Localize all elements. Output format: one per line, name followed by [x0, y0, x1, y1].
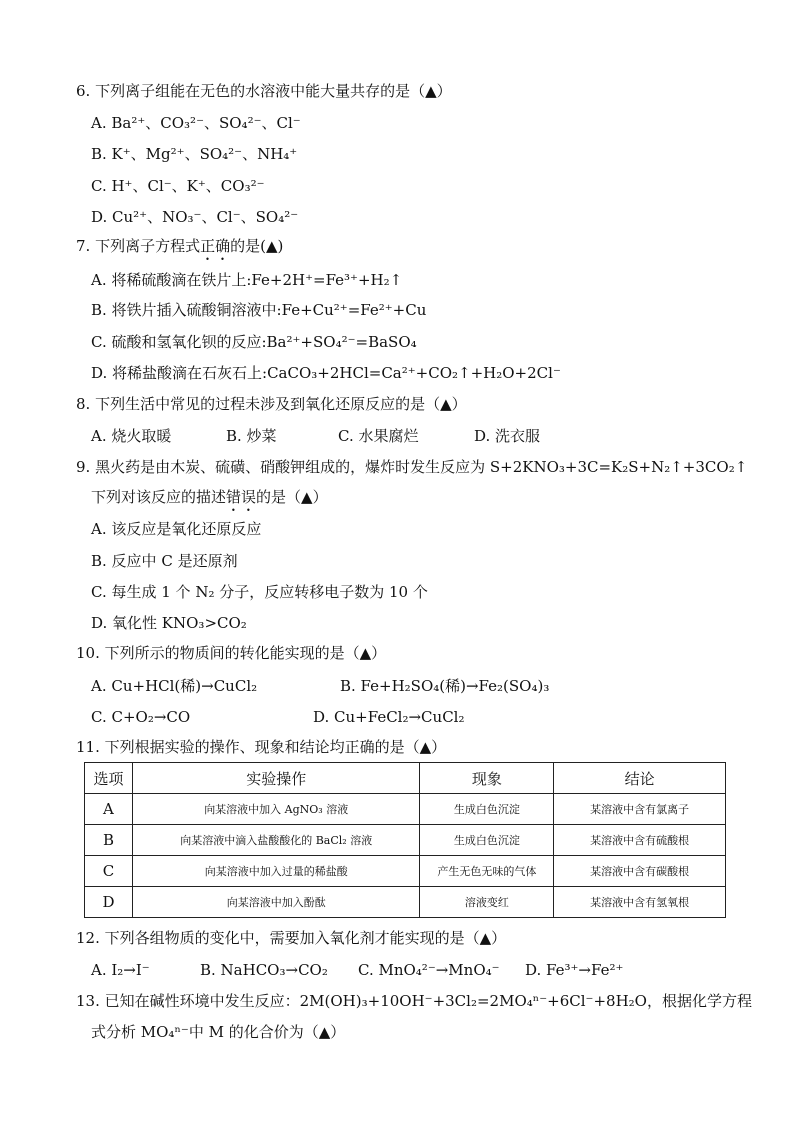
table-cell-operation: 向某溶液中加入 AgNO₃ 溶液 — [132, 794, 420, 825]
question-12-option-b: B. NaHCO₃→CO₂ — [200, 961, 328, 979]
table-header-cell: 结论 — [554, 763, 726, 794]
question-6-option-d: D. Cu²⁺、NO₃⁻、Cl⁻、SO₄²⁻ — [91, 208, 299, 226]
table-cell-option: B — [85, 825, 133, 856]
question-10-option-b: B. Fe+H₂SO₄(稀)→Fe₂(SO₄)₃ — [340, 677, 550, 695]
question-9-option-d: D. 氧化性 KNO₃>CO₂ — [91, 614, 247, 632]
question-9-option-a: A. 该反应是氧化还原反应 — [91, 520, 262, 538]
table-cell-operation: 向某溶液中滴入盐酸酸化的 BaCl₂ 溶液 — [132, 825, 420, 856]
question-8-option-c: C. 水果腐烂 — [338, 427, 419, 445]
question-7-emphasis: 正确 — [200, 237, 231, 255]
table-cell-option: A — [85, 794, 133, 825]
question-9-stem-line2 — [91, 487, 328, 515]
question-11-stem: 11. 下列根据实验的操作、现象和结论均正确的是（▲） — [76, 738, 447, 756]
table-cell-operation: 向某溶液中加入酚酞 — [132, 887, 420, 918]
question-10-stem: 10. 下列所示的物质间的转化能实现的是（▲） — [76, 644, 387, 662]
question-10-option-d: D. Cu+FeCl₂→CuCl₂ — [313, 708, 465, 726]
table-row — [85, 856, 726, 887]
question-9-emphasis: 错误 — [226, 488, 257, 506]
question-12-option-c: C. MnO₄²⁻→MnO₄⁻ — [358, 961, 500, 979]
question-7-option-a: A. 将稀硫酸滴在铁片上:Fe+2H⁺=Fe³⁺+H₂↑ — [91, 271, 403, 289]
question-12-option-d: D. Fe³⁺→Fe²⁺ — [525, 961, 624, 979]
table-cell-conclusion: 某溶液中含有碳酸根 — [554, 856, 726, 887]
question-9-stem-end: 的是（▲） — [256, 488, 328, 506]
question-6-option-b: B. K⁺、Mg²⁺、SO₄²⁻、NH₄⁺ — [91, 145, 298, 163]
question-9-option-b: B. 反应中 C 是还原剂 — [91, 552, 238, 570]
table-row — [85, 887, 726, 918]
question-7-option-d: D. 将稀盐酸滴在石灰石上:CaCO₃+2HCl=Ca²⁺+CO₂↑+H₂O+2Cl⁻ — [91, 364, 561, 382]
question-13-line1: 13. 已知在碱性环境中发生反应：2M(OH)₃+10OH⁻+3Cl₂=2MO₄ⁿ⁻+6Cl⁻+8H₂O，根据化学方程 — [76, 992, 752, 1010]
question-7-option-b: B. 将铁片插入硫酸铜溶液中:Fe+Cu²⁺=Fe²⁺+Cu — [91, 301, 427, 319]
table-cell-conclusion: 某溶液中含有氯离子 — [554, 794, 726, 825]
question-9-option-c: C. 每生成 1 个 N₂ 分子，反应转移电子数为 10 个 — [91, 583, 428, 601]
table-header-cell: 选项 — [85, 763, 133, 794]
table-header-cell: 现象 — [420, 763, 554, 794]
question-12-option-a: A. I₂→I⁻ — [91, 961, 150, 979]
table-cell-option: D — [85, 887, 133, 918]
table-cell-option: C — [85, 856, 133, 887]
table-row — [85, 794, 726, 825]
table-cell-phenomenon: 溶液变红 — [420, 887, 554, 918]
question-8-option-b: B. 炒菜 — [226, 427, 277, 445]
question-9-stem-line1: 9. 黑火药是由木炭、硫磺、硝酸钾组成的，爆炸时发生反应为 S+2KNO₃+3C=K₂S+N₂↑+3CO₂↑ — [76, 458, 748, 476]
question-10-option-c: C. C+O₂→CO — [91, 708, 191, 726]
question-10-option-a: A. Cu+HCl(稀)→CuCl₂ — [91, 677, 258, 695]
question-7-stem-end: 的是(▲) — [230, 237, 284, 255]
table-cell-conclusion: 某溶液中含有硫酸根 — [554, 825, 726, 856]
question-8-stem: 8. 下列生活中常见的过程未涉及到氧化还原反应的是（▲） — [76, 395, 467, 413]
question-6-stem: 6. 下列离子组能在无色的水溶液中能大量共存的是（▲） — [76, 82, 452, 100]
experiment-table — [84, 762, 726, 918]
table-cell-phenomenon: 生成白色沉淀 — [420, 825, 554, 856]
question-13-line2: 式分析 MO₄ⁿ⁻中 M 的化合价为（▲） — [91, 1023, 346, 1041]
question-7-stem-start: 7. 下列离子方程式 — [76, 237, 201, 255]
question-9-stem-start: 下列对该反应的描述 — [91, 488, 227, 506]
question-12-stem: 12. 下列各组物质的变化中，需要加入氧化剂才能实现的是（▲） — [76, 929, 507, 947]
question-8-option-a: A. 烧火取暖 — [91, 427, 172, 445]
table-cell-phenomenon: 产生无色无味的气体 — [420, 856, 554, 887]
table-header-row — [85, 763, 726, 794]
question-7-stem — [76, 236, 283, 264]
question-8-option-d: D. 洗衣服 — [474, 427, 541, 445]
table-cell-phenomenon: 生成白色沉淀 — [420, 794, 554, 825]
table-row — [85, 825, 726, 856]
table-header-cell: 实验操作 — [132, 763, 420, 794]
question-7-option-c: C. 硫酸和氢氧化钡的反应:Ba²⁺+SO₄²⁻=BaSO₄ — [91, 333, 417, 351]
table-cell-conclusion: 某溶液中含有氢氧根 — [554, 887, 726, 918]
table-cell-operation: 向某溶液中加入过量的稀盐酸 — [132, 856, 420, 887]
question-6-option-a: A. Ba²⁺、CO₃²⁻、SO₄²⁻、Cl⁻ — [91, 114, 301, 132]
question-6-option-c: C. H⁺、Cl⁻、K⁺、CO₃²⁻ — [91, 177, 265, 195]
